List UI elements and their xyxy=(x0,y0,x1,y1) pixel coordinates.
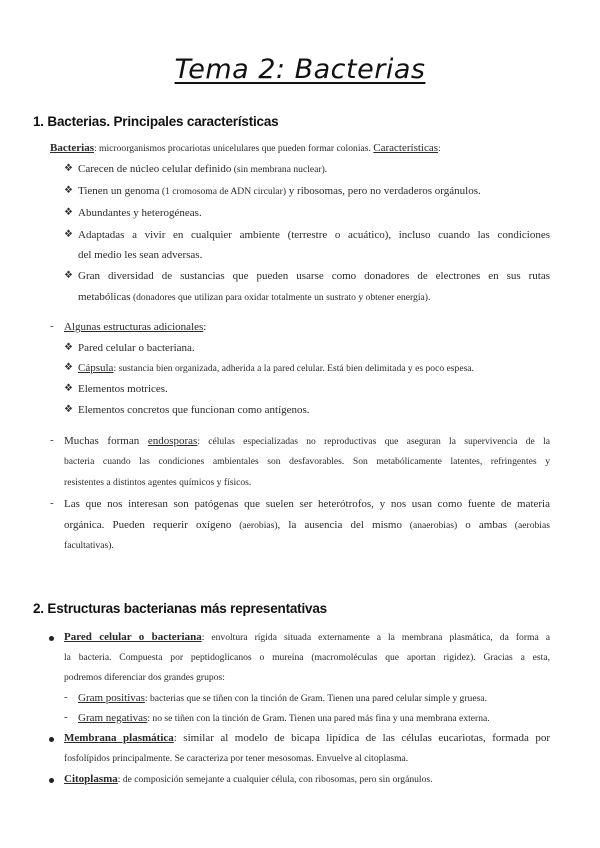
membrane-line-2: fosfolípidos principalmente. Se caracteriza por tener mesosomas. Envuelve al citoplasma. xyxy=(64,753,409,764)
wall-line-2: la bacteria. Compuesta por peptidoglicanos o mureína (macromoléculas que aportan rigidez). Gracias a esta, xyxy=(64,652,550,663)
diamond-bullet-icon: ❖ xyxy=(64,229,73,240)
cytoplasm-line: Citoplasma: de composición semejante a cualquier célula, con ribosomas, pero sin orgánulos. xyxy=(64,773,433,785)
wall-line-1: Pared celular o bacteriana: envoltura rígida situada externamente a la membrana plasmática, da forma a xyxy=(64,631,550,643)
pathogens-line-2: orgánica. Pueden requerir oxígeno (aerobias), la ausencia del mismo (anaerobias) o ambas (aerobias xyxy=(64,519,550,531)
intro-line: Bacterias: microorganismos procariotas unicelulares que pueden formar colonias. Características: xyxy=(50,142,441,154)
gram-negative-item: Gram negativas: no se tiñen con la tinción de Gram. Tienen una pared más fina y una membrana externa. xyxy=(78,712,490,724)
extra-item: Cápsula: sustancia bien organizada, adherida a la pared celular. Está bien delimitada y es poco espesa. xyxy=(78,362,474,374)
dash-bullet-icon: - xyxy=(50,497,54,509)
dash-bullet-icon: - xyxy=(50,320,54,332)
bullet-dot-icon xyxy=(49,737,54,742)
section-1-heading: 1. Bacterias. Principales características xyxy=(33,114,279,129)
extra-structures-label: Algunas estructuras adicionales: xyxy=(64,321,207,333)
membrane-line-1: Membrana plasmática: similar al modelo de bicapa lipídica de las células eucariotas, formada por xyxy=(64,732,551,744)
pathogens-line-1: Las que nos interesan son patógenas que suelen ser heterótrofos, y nos usan como fuente de materia xyxy=(64,498,550,510)
extra-item: Pared celular o bacteriana. xyxy=(78,342,195,354)
wall-line-3: podremos diferenciar dos grandes grupos: xyxy=(64,672,225,683)
extra-item: Elementos concretos que funcionan como antígenos. xyxy=(78,404,310,416)
bullet-dot-icon xyxy=(49,778,54,783)
bullet-dot-icon xyxy=(49,636,54,641)
spores-line-1: Muchas forman endosporas: células especializadas no reproductivas que aseguran la supervivencia de la xyxy=(64,435,550,447)
diamond-bullet-icon: ❖ xyxy=(64,342,73,353)
extra-item: Elementos motrices. xyxy=(78,383,168,395)
feature-item: Abundantes y heterogéneas. xyxy=(78,207,202,219)
diamond-bullet-icon: ❖ xyxy=(64,163,73,174)
dash-bullet-icon: - xyxy=(50,434,54,446)
intro-term: Bacterias xyxy=(50,142,94,154)
diamond-bullet-icon: ❖ xyxy=(64,404,73,415)
feature-item: Carecen de núcleo celular definido (sin membrana nuclear). xyxy=(78,163,328,175)
dash-bullet-icon: - xyxy=(64,691,68,703)
feature-item-cont: metabólicas (donadores que utilizan para oxidar totalmente un sustrato y obtener energía). xyxy=(78,291,431,303)
diamond-bullet-icon: ❖ xyxy=(64,270,73,281)
pathogens-line-3: facultativas). xyxy=(64,540,114,551)
page-title: Tema 2: Bacterias xyxy=(174,54,426,85)
feature-item-cont: del medio les sean adversas. xyxy=(78,249,203,261)
feature-item: Tienen un genoma (1 cromosoma de ADN circular) y ribosomas, pero no verdaderos orgánulos. xyxy=(78,185,481,197)
characteristics-label: Características xyxy=(373,142,439,154)
feature-item: Adaptadas a vivir en cualquier ambiente (terrestre o acuático), incluso cuando las condiciones xyxy=(78,229,550,241)
diamond-bullet-icon: ❖ xyxy=(64,383,73,394)
spores-line-2: bacteria cuando las condiciones ambientales son desfavorables. Son metabólicamente latentes, refringentes y xyxy=(64,456,550,467)
diamond-bullet-icon: ❖ xyxy=(64,362,73,373)
feature-item: Gran diversidad de sustancias que pueden usarse como donadores de electrones en sus rutas xyxy=(78,270,550,282)
gram-positive-item: Gram positivas: bacterias que se tiñen con la tinción de Gram. Tienen una pared celular simple y gruesa. xyxy=(78,692,487,704)
dash-bullet-icon: - xyxy=(64,711,68,723)
diamond-bullet-icon: ❖ xyxy=(64,207,73,218)
diamond-bullet-icon: ❖ xyxy=(64,185,73,196)
spores-line-3: resistentes a distintos agentes químicos y físicos. xyxy=(64,477,252,488)
section-2-heading: 2. Estructuras bacterianas más representativas xyxy=(33,601,327,616)
